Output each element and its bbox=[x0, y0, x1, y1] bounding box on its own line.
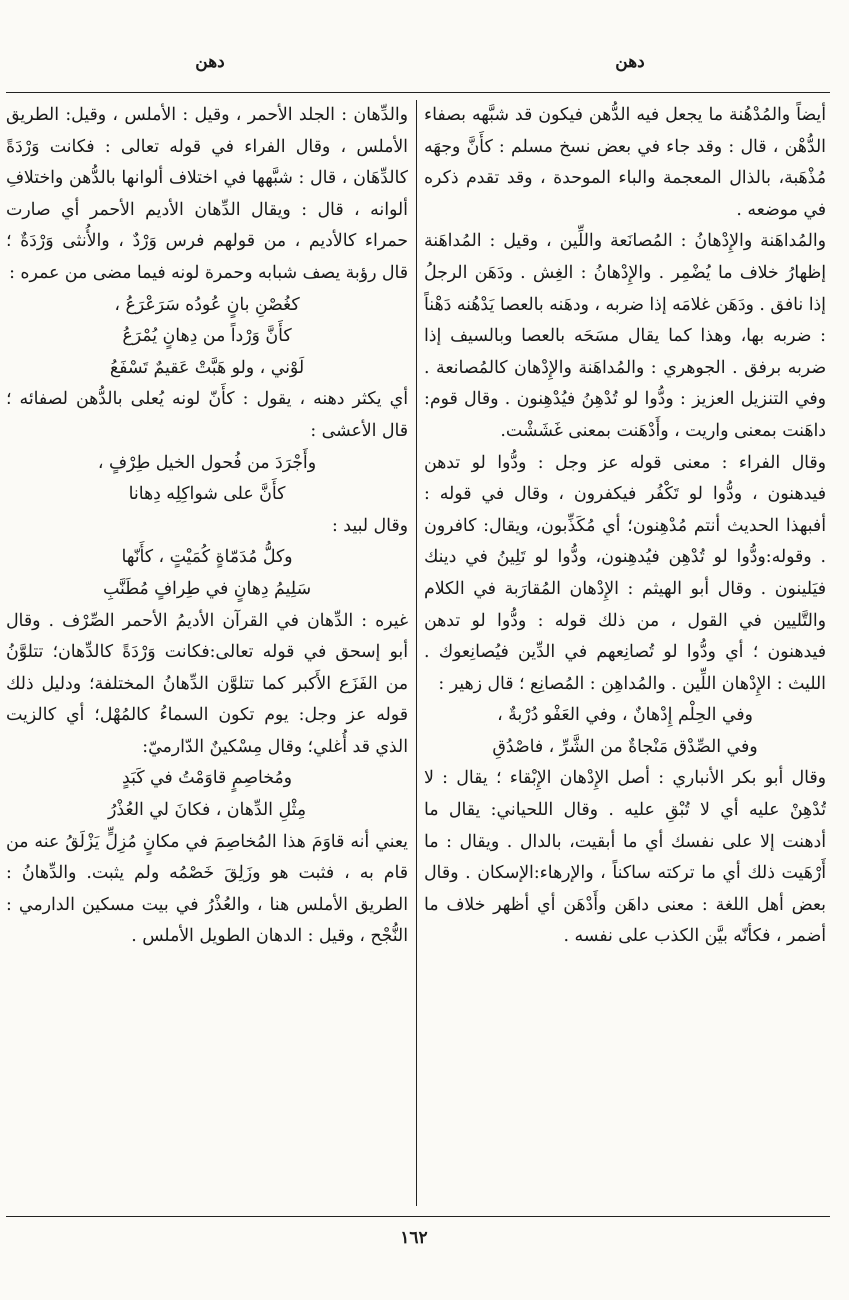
verse-line: سَلِيمُ دِهانٍ في طِرافٍ مُطَنَّبِ bbox=[103, 578, 311, 599]
paragraph: وقال لبيد : bbox=[331, 515, 408, 536]
verse-line: وفي الصِّدْق مَنْجاةٌ من الشَّرِّ ، فاصْدُقِ bbox=[492, 736, 758, 757]
paragraph: والمُداهَنة والإِدْهانُ : المُصانَعة واللِّين ، وقيل : المُداهَنة إظهارُ خلاف ما يُضْمِر . والإِدْهانُ : الغِش . ودَهَن الرجلُ إذا نافق . ودَهَن غلامَه إذا ضربه ، ودهَنه بالعصا يَدْهُنه دَهْناً : ضربه بها، وهذا كما يقال مسَحَه بالعصا وبالسيف إذا ضربه برفق . الجوهري : والمُداهَنة والإِدْهان كالمُصانعة . وفي التنزيل العزيز : ودُّوا لو تُدْهِنُ فيُدْهِنون . وقال قوم: داهَنت بمعنى واريت ، وأَدْهَنت بمعنى غَشَشْت. bbox=[424, 231, 826, 441]
paragraph: والدِّهان : الجلد الأحمر ، وقيل : الأملس ، وقيل: الطريق الأملس ، وقال الفراء في قوله تعالى : فكانت وَرْدَةً كالدِّهَان ، قال : شبَّهها في اختلاف ألوانها بالدُّهن واختلافِ ألوانه ، قال : ويقال الدِّهان الأديم الأحمر أي صارت حمراء كالأديم ، من قولهم فرس وَرْدٌ ، والأُنثى وَرْدَةٌ ؛ قال رؤبة يصف شبابه وحمرة لونه فيما مضى من عمره : bbox=[6, 105, 408, 283]
page-number: ١٦٢ bbox=[400, 1228, 428, 1248]
verse-line: كغُصْنِ بانٍ عُودُه سَرَعْرَعُ ، bbox=[114, 294, 300, 315]
left-column bbox=[6, 100, 408, 1206]
verse-line: وأَجْرَدَ من فُحول الخيل طِرْفٍ ، bbox=[97, 452, 317, 473]
paragraph: أي يكثر دهنه ، يقول : كأَنّ لونه يُعلى بالدُّهن لصفائه ؛ قال الأعشى : bbox=[6, 389, 408, 441]
paragraph: غيره : الدِّهان في القرآن الأديمُ الأحمر الصِّرْف . وقال أبو إسحق في قوله تعالى:فكانت وَرْدَةً كالدِّهان؛ تتلوَّنُ من الفَزَع الأَكبر كما تتلوَّن الدِّهانُ المختلفة؛ ودليل ذلك قوله عز وجل: يوم تكون السماءُ كالمُهْل؛ أي كالزيت الذي قد أُغلي؛ وقال مِسْكينٌ الدّارميّ: bbox=[6, 610, 408, 757]
header-rule bbox=[6, 92, 830, 93]
verse-line: ومُخاصِمٍ قاوَمْتُ في كَبَدٍ bbox=[122, 768, 292, 789]
verse-line: وفي الحِلْم إِدْهانٌ ، وفي العَفْو دُرْبةٌ ، bbox=[497, 705, 753, 726]
paragraph: وقال أبو بكر الأنباري : أصل الإِدْهان الإِبْقاء ؛ يقال : لا تُدْهِنْ عليه أي لا تُبْقِ عليه . وقال اللحياني: يقال ما أدهنت إلا على نفسك أي ما أبقيت، بالدال . ويقال : ما أَرْهَيت ذلك أي ما تركته ساكناً ، والإرهاء:الإسكان . وقال بعض أهل اللغة : معنى داهَن وأَدْهَن أي أظهر خلاف ما أضمر ، فكأنّه بيَّن الكذب على نفسه . bbox=[424, 768, 826, 947]
paragraph: وقال الفراء : معنى قوله عز وجل : ودُّوا لو تدهن فيدهنون ، ودُّوا لو تَكْفُر فيكفرون ، وقال في قوله : أفبهذا الحديث أنتم مُدْهِنون؛ أي مُكَذِّبون، ويقال: كافرون . وقوله:ودُّوا لو تُدْهِن فيُدهِنون، ودُّوا لو تَلِينُ في دينك فيَلينون . وقال أبو الهيثم : الإِدْهان المُقارَبة في الكلام والتَّليين في القول ، من ذلك قوله : ودُّوا لو تدهن فيدهنون ؛ أي ودُّوا لو تُصانِعهم في الدِّين فيُصانِعوك . الليث : الإِدْهان اللِّين . والمُداهِن : المُصانِع ؛ قال زهير : bbox=[424, 452, 826, 694]
verse-line: كأَنَّ وَرْداً من دِهانٍ يُمْرَعُ bbox=[122, 326, 292, 347]
column-divider bbox=[416, 100, 417, 1206]
paragraph: أيضاً والمُدْهُنة ما يجعل فيه الدُّهن فيكون قد شبَّهه بصفاء الدُّهْن ، قال : وقد جاء في بعض نسخ مسلم : كأَنَّ وجهَه مُذْهَبة، بالذال المعجمة والباء الموحدة ، وقد تقدم ذكره في موضعه . bbox=[424, 105, 826, 220]
verse-line: مِثْلِ الدِّهان ، فكانَ لي العُذْرُ bbox=[107, 800, 307, 821]
paragraph: يعني أنه قاوَمَ هذا المُخاصِمَ في مكانٍ مُزِلٍّ يَزْلَقُ عنه من قام به ، فثبت هو وزَلِقَ خَصْمُه ولم يثبت. والدِّهانُ : الطريق الأملس هنا ، والعُذْرُ في بيت مسكين الدارمي : النُّجْح ، وقيل : الدهان الطويل الأملس . bbox=[6, 831, 408, 947]
verse-line: لَوْني ، ولو هَبَّتْ عَقيمٌ تَسْفَعُ bbox=[109, 357, 305, 378]
right-column bbox=[424, 100, 826, 1206]
running-headword-right: دهن bbox=[615, 52, 645, 72]
footer-rule bbox=[6, 1216, 830, 1217]
verse-line: كأَنَّ على شواكِلِه دِهانا bbox=[128, 484, 286, 505]
verse-line: وكلُّ مُدَمّاةٍ كُمَيْتٍ ، كأَنّها bbox=[121, 547, 293, 568]
running-headword-left: دهن bbox=[195, 52, 225, 72]
